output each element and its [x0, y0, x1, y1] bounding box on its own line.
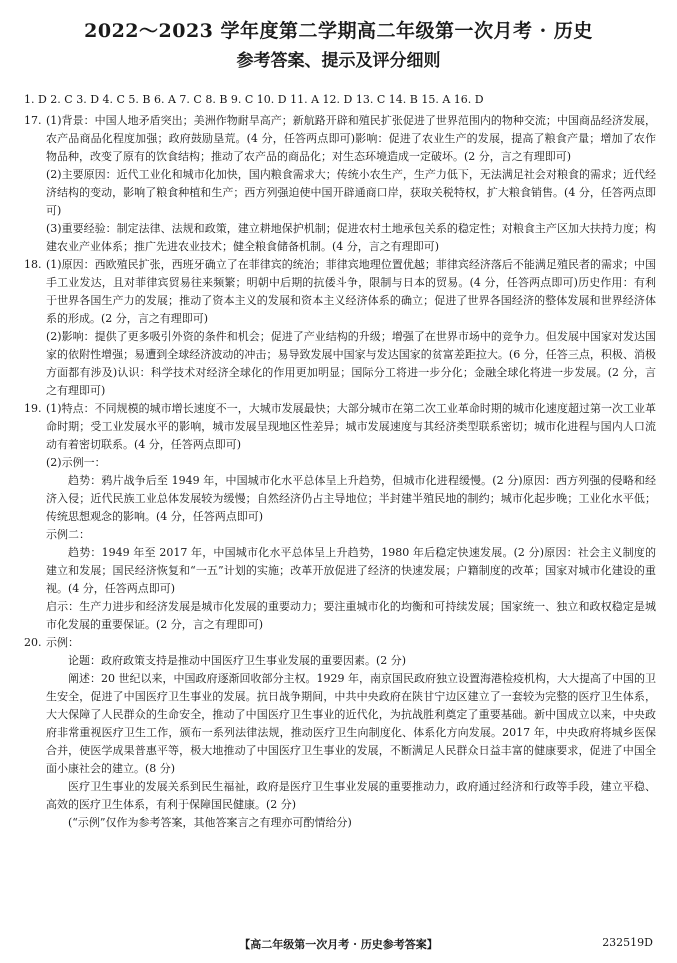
- question-19: [24, 400, 656, 634]
- question-number: 20.: [24, 636, 42, 649]
- answer-content: [24, 112, 656, 832]
- question-number: 18.: [24, 258, 42, 271]
- q19-part-1: (1)特点：不同规模的城市增长速度不一，大城市发展最快；大部分城市在第二次工业革命时期的城市化速度超过第一次工业革命时期；受工业发展水平的影响，城市发展呈现地区性差异；城市发展速度与其经济类型联系密切；城市化进程与国内人口流动有着密切联系。(4 分，任答两点即可): [46, 402, 656, 451]
- q20-thesis: 论题：政府政策支持是推动中国医疗卫生事业发展的重要因素。(2 分): [68, 654, 407, 667]
- q20-note: (“示例”仅作为参考答案，其他答案言之有理亦可酌情给分): [68, 816, 352, 829]
- footer-title: 【高二年级第一次月考 · 历史参考答案】: [239, 938, 438, 951]
- page-title: 2022～2023 学年度第二学期高二年级第一次月考 · 历史: [84, 20, 593, 42]
- q20-label: 示例：: [46, 636, 79, 649]
- footer-code: 232519D: [602, 936, 653, 949]
- q17-part-2: (2)主要原因：近代工业化和城市化加快，国内粮食需求大；传统小农生产，生产力低下，无法满足社会对粮食的需求；近代经济结构的变动，影响了粮食种植和生产；西方列强迫使中国开辟通商口岸，获取关税特权，扩大粮食销售。(4 分，任答两点即可): [46, 168, 656, 217]
- q17-part-3: (3)重要经验：制定法律、法规和政策，建立耕地保护机制；促进农村土地承包关系的稳定性；对粮食主产区加大扶持力度；构建农业产业体系；推广先进农业技术；健全粮食储备机制。(4 分，言之有理即可): [46, 222, 656, 253]
- q17-part-1: (1)背景：中国人地矛盾突出；美洲作物耐旱高产；新航路开辟和殖民扩张促进了世界范围内的物种交流；中国商品经济发展，农产品商品化程度加强；政府鼓励垦荒。(4 分，任答两点即可)影响：促进了农业生产的发展，提高了粮食产量；增加了农作物品种，改变了原有的饮食结构；推动了农产品的商品化；对生态环境造成一定破坏。(2 分，言之有理即可): [46, 114, 656, 163]
- question-17: [24, 112, 656, 256]
- q19-insight: 启示：生产力进步和经济发展是城市化发展的重要动力；要注重城市化的均衡和可持续发展；国家统一、独立和政权稳定是城市化发展的重要保证。(2 分，言之有理即可): [46, 600, 656, 631]
- question-20: [24, 634, 656, 832]
- q19-example-2-label: 示例二：: [46, 528, 90, 541]
- multiple-choice-answers: 1. D 2. C 3. D 4. C 5. B 6. A 7. C 8. B 9. C 10. D 11. A 12. D 13. C 14. B 15. A 16. D: [24, 93, 484, 106]
- q19-example-1-label: (2)示例一：: [46, 456, 106, 469]
- q19-example-1: 趋势：鸦片战争后至 1949 年，中国城市化水平总体呈上升趋势，但城市化进程缓慢。(2 分)原因：西方列强的侵略和经济入侵；近代民族工业总体发展较为缓慢；自然经济仍占主导地位；半封建半殖民地的制约；城市化起步晚；工业化水平低；传统思想观念的影响。(4 分，任答两点即可): [46, 474, 656, 523]
- q18-part-1: (1)原因：西欧殖民扩张，西班牙确立了在菲律宾的统治；菲律宾地理位置优越；菲律宾经济落后不能满足殖民者的需求；中国手工业发达，且对菲律宾贸易往来频繁；明朝中后期的抗倭斗争，限制与日本的贸易。(4 分，任答两点即可)历史作用：有利于世界各国生产力的发展；推动了资本主义的发展和资本主义经济体系的确立；促进了世界各国经济的整体发展和世界经济体系的形成。(2 分，言之有理即可): [46, 258, 656, 325]
- page-subtitle: 参考答案、提示及评分细则: [236, 51, 441, 71]
- q19-example-2: 趋势：1949 年至 2017 年，中国城市化水平总体呈上升趋势，1980 年后稳定快速发展。(2 分)原因：社会主义制度的建立和发展；国民经济恢复和“一五”计划的实施；改革开放促进了经济的快速发展；户籍制度的改革；国家对城市化建设的重视。(4 分，任答两点即可): [46, 546, 656, 595]
- q20-conclusion: 医疗卫生事业的发展关系到民生福祉，政府是医疗卫生事业发展的重要推动力，政府通过经济和行政等手段，建立平稳、高效的医疗卫生体系，有利于保障国民健康。(2 分): [46, 780, 656, 811]
- question-number: 17.: [24, 114, 42, 127]
- question-number: 19.: [24, 402, 42, 415]
- q18-part-2: (2)影响：提供了更多吸引外资的条件和机会；促进了产业结构的升级；增强了在世界市场中的竞争力。但发展中国家对发达国家的依附性增强；易遭到全球经济波动的冲击；易导致发展中国家与发达国家的贫富差距拉大。(6 分，任答三点，积极、消极方面都有涉及)认识：科学技术对经济全球化的作用更加明显；国际分工将进一步分化；金融全球化将进一步发展。(2 分，言之有理即可): [46, 330, 656, 397]
- q20-argument: 阐述：20 世纪以来，中国政府逐渐回收部分主权。1929 年，南京国民政府独立设置海港检疫机构，大大提高了中国的卫生安全，促进了中国医疗卫生事业的发展。抗日战争期间，中共中央政府在陕甘宁边区建立了一套较为完整的医疗卫生体系，大大保障了人民群众的生命安全，推动了中国医疗卫生事业的近代化，为抗战胜利奠定了重要基础。新中国成立以来，中央政府非常重视医疗卫生工作，颁布一系列法律法规，推动医疗卫生向制度化、体系化方向发展。2017 年，中央政府将城乡医保合并，使医学成果普惠平等，极大地推动了中国医疗卫生事业的发展，不断满足人民群众日益丰富的健康要求，促进了中国全面小康社会的建立。(8 分): [46, 672, 656, 775]
- question-18: [24, 256, 656, 400]
